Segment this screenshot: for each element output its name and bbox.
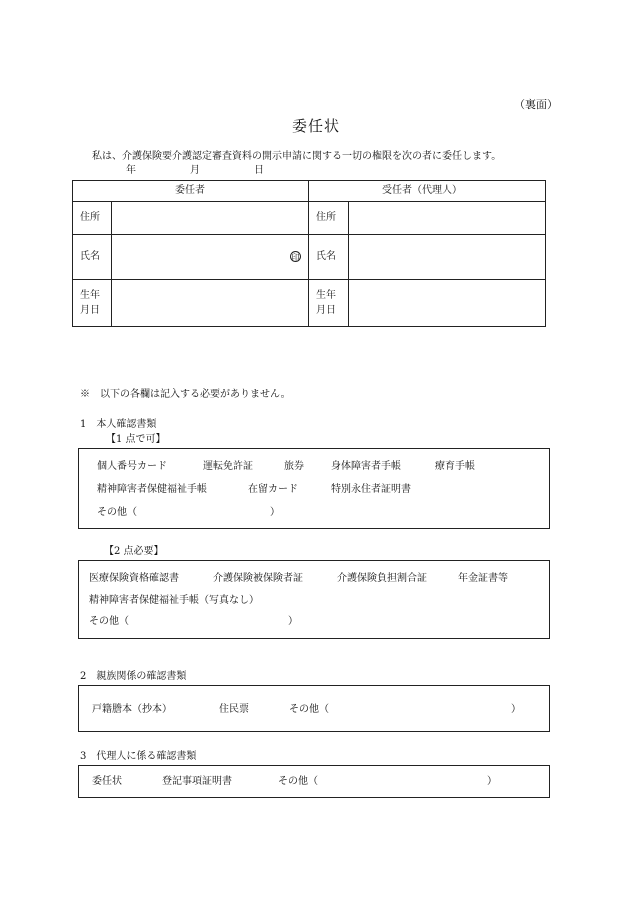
- doc-item: 介護保険被保険者証: [213, 573, 303, 584]
- delegate-header: 受任者（代理人）: [382, 185, 462, 196]
- other-close: ）: [487, 776, 497, 787]
- doc-item: 登記事項証明書: [162, 776, 232, 787]
- table-center-divider: [308, 180, 309, 327]
- seal-mark: 印: [291, 253, 300, 262]
- doc-item: 特別永住者証明書: [331, 484, 411, 495]
- doc-item: 委任状: [92, 776, 122, 787]
- page-label: （裏面）: [514, 98, 558, 111]
- table-left-label-divider: [111, 201, 112, 327]
- intro-text: 私は、介護保険要介護認定審査資料の開示申請に関する一切の権限を次の者に委任します。: [92, 151, 502, 162]
- section3-heading: 3 代理人に係る確認書類: [80, 751, 197, 762]
- doc-item: 療育手帳: [435, 461, 475, 472]
- other-label: その他（: [89, 616, 129, 627]
- section1-heading: 1 本人確認書類: [80, 419, 157, 430]
- other-close: ）: [270, 507, 280, 518]
- page-title: 委任状: [292, 117, 341, 135]
- note-text: ※ 以下の各欄は記入する必要がありません。: [80, 389, 291, 400]
- table-row1-divider: [72, 234, 546, 235]
- delegation-table: [72, 180, 546, 327]
- doc-item: 介護保険負担割合証: [337, 573, 427, 584]
- doc-item: 在留カード: [248, 484, 298, 495]
- other-label: その他（: [289, 704, 329, 715]
- doc-item: 個人番号カード: [97, 461, 167, 472]
- doc-item: 年金証書等: [458, 573, 508, 584]
- delegate-birth-label-1: 生年: [316, 290, 336, 301]
- date-year-label: 年: [126, 165, 136, 176]
- doc-item: 医療保険資格確認書: [89, 573, 179, 584]
- other-label: その他（: [278, 776, 318, 787]
- doc-item: 運転免許証: [203, 461, 253, 472]
- delegator-birth-label-2: 月日: [80, 305, 100, 316]
- delegate-name-label: 氏名: [316, 251, 336, 262]
- doc-item: 戸籍謄本（抄本）: [92, 704, 172, 715]
- section2-heading: 2 親族関係の確認書類: [80, 671, 187, 682]
- delegator-header: 委任者: [175, 185, 205, 196]
- other-label: その他（: [97, 507, 137, 518]
- other-close: ）: [511, 704, 521, 715]
- table-header-divider: [72, 201, 546, 202]
- date-month-label: 月: [190, 165, 200, 176]
- table-row2-divider: [72, 279, 546, 280]
- doc-item: 旅券: [284, 461, 304, 472]
- delegate-birth-label-2: 月日: [316, 305, 336, 316]
- table-right-label-divider: [348, 201, 349, 327]
- other-close: ）: [288, 616, 298, 627]
- doc-item: 精神障害者保健福祉手帳: [97, 484, 207, 495]
- date-day-label: 日: [254, 165, 264, 176]
- doc-item: 身体障害者手帳: [331, 461, 401, 472]
- section1-sub1-label: 【1 点で可】: [106, 434, 166, 445]
- delegator-birth-label-1: 生年: [80, 290, 100, 301]
- delegator-address-label: 住所: [80, 212, 100, 223]
- delegator-name-label: 氏名: [80, 251, 100, 262]
- section1-sub2-label: 【2 点必要】: [104, 546, 164, 557]
- doc-item: 精神障害者保健福祉手帳（写真なし）: [89, 595, 259, 606]
- doc-item: 住民票: [219, 704, 249, 715]
- delegate-address-label: 住所: [316, 212, 336, 223]
